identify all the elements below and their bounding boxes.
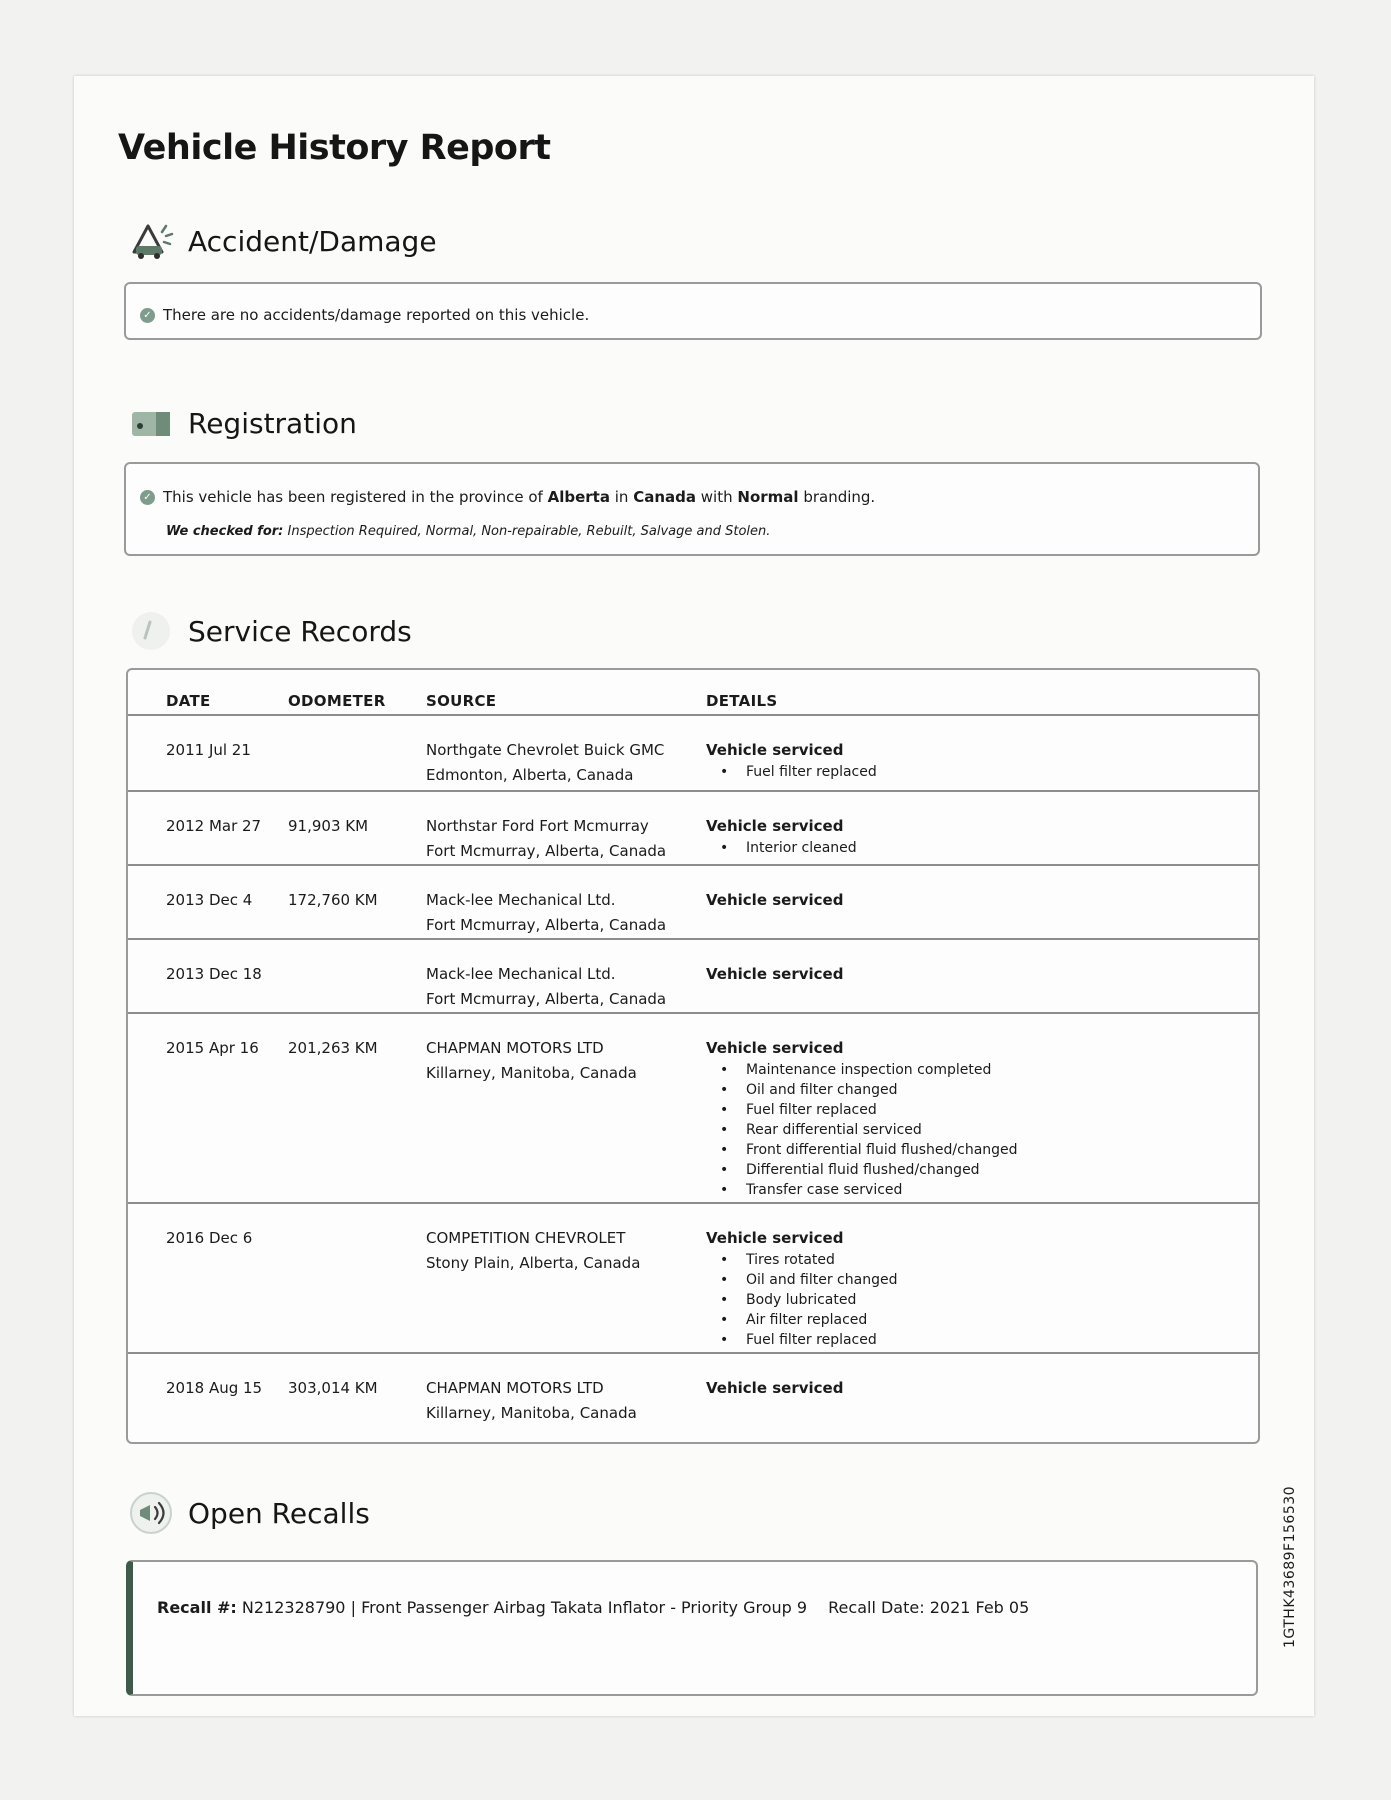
checked-for-line <box>166 524 770 539</box>
accident-message: There are no accidents/damage reported on this vehicle. <box>163 306 590 324</box>
record-source-location: Edmonton, Alberta, Canada <box>426 766 634 784</box>
col-header-details: DETAILS <box>706 692 778 710</box>
registration-country: Canada <box>633 488 696 506</box>
table-row <box>128 790 1258 864</box>
record-source-name: COMPETITION CHEVROLET <box>426 1229 626 1247</box>
record-odometer: 172,760 KM <box>288 891 378 909</box>
recalls-section-header <box>128 1490 370 1536</box>
record-source-name: CHAPMAN MOTORS LTD <box>426 1379 604 1397</box>
registration-card-icon <box>128 400 174 446</box>
check-circle-icon: ✓ <box>140 308 155 323</box>
registration-province: Alberta <box>547 488 610 506</box>
page-title: Vehicle History Report <box>118 128 551 168</box>
recall-label: Recall #: <box>157 1598 237 1617</box>
list-item: • Air filter replaced <box>706 1310 897 1330</box>
record-detail-list <box>706 1250 897 1350</box>
record-detail-title: Vehicle serviced <box>706 817 844 835</box>
table-row <box>128 938 1258 1012</box>
record-detail-title: Vehicle serviced <box>706 965 844 983</box>
record-details <box>706 1226 897 1350</box>
recall-number: N212328790 <box>241 1598 346 1617</box>
record-source-name: Mack-lee Mechanical Ltd. <box>426 891 616 909</box>
record-detail-list <box>706 762 877 782</box>
list-item: • Fuel filter replaced <box>706 1100 1018 1120</box>
check-circle-icon: ✓ <box>140 490 155 505</box>
record-detail-title: Vehicle serviced <box>706 1379 844 1397</box>
recall-line <box>157 1598 1029 1617</box>
list-item: • Front differential fluid flushed/changed <box>706 1140 1018 1160</box>
table-row <box>128 1352 1258 1442</box>
registration-box <box>124 462 1260 556</box>
list-item: • Interior cleaned <box>706 838 857 858</box>
table-row <box>128 864 1258 938</box>
recall-separator: | <box>350 1598 356 1617</box>
record-source-location: Killarney, Manitoba, Canada <box>426 1064 637 1082</box>
list-item: • Tires rotated <box>706 1250 897 1270</box>
col-header-odometer: ODOMETER <box>288 692 386 710</box>
megaphone-icon <box>128 1490 174 1536</box>
list-item: • Oil and filter changed <box>706 1080 1018 1100</box>
list-item: • Body lubricated <box>706 1290 897 1310</box>
record-source <box>426 888 666 938</box>
accident-box <box>124 282 1262 340</box>
registration-message: ✓ This vehicle has been registered in the province of Alberta in Canada with Normal branding. <box>140 488 875 506</box>
car-crash-icon <box>128 218 174 264</box>
list-item: • Differential fluid flushed/changed <box>706 1160 1018 1180</box>
record-source <box>426 1376 637 1426</box>
record-source <box>426 1036 637 1086</box>
list-item: • Maintenance inspection completed <box>706 1060 1018 1080</box>
record-source-name: Mack-lee Mechanical Ltd. <box>426 965 616 983</box>
record-source-location: Killarney, Manitoba, Canada <box>426 1404 637 1422</box>
record-source-name: Northstar Ford Fort Mcmurray <box>426 817 649 835</box>
record-source-location: Fort Mcmurray, Alberta, Canada <box>426 916 667 934</box>
list-item: • Rear differential serviced <box>706 1120 1018 1140</box>
table-row <box>128 1012 1258 1202</box>
record-source-location: Stony Plain, Alberta, Canada <box>426 1254 641 1272</box>
vin-number: 1GTHK43689F156530 <box>1282 1485 1298 1648</box>
record-date: 2013 Dec 4 <box>166 891 253 909</box>
record-details <box>706 888 843 912</box>
record-details <box>706 962 843 986</box>
record-details <box>706 1376 843 1400</box>
table-row <box>128 1202 1258 1352</box>
recall-date-label: Recall Date: <box>828 1598 925 1617</box>
record-odometer: 303,014 KM <box>288 1379 378 1397</box>
accident-section-header <box>128 218 437 264</box>
record-source-name: Northgate Chevrolet Buick GMC <box>426 741 665 759</box>
record-source <box>426 814 666 864</box>
record-date: 2015 Apr 16 <box>166 1039 259 1057</box>
service-records-table <box>126 668 1260 1444</box>
list-item: • Transfer case serviced <box>706 1180 1018 1200</box>
recall-box <box>126 1560 1258 1696</box>
record-detail-title: Vehicle serviced <box>706 1229 844 1247</box>
record-source-location: Fort Mcmurray, Alberta, Canada <box>426 842 667 860</box>
record-detail-title: Vehicle serviced <box>706 1039 844 1057</box>
record-odometer: 201,263 KM <box>288 1039 378 1057</box>
table-row <box>128 714 1258 790</box>
record-details <box>706 738 877 782</box>
recall-description: Front Passenger Airbag Takata Inflator - Priority Group 9 <box>361 1598 808 1617</box>
service-heading: Service Records <box>188 614 412 648</box>
record-detail-title: Vehicle serviced <box>706 891 844 909</box>
list-item: • Fuel filter replaced <box>706 762 877 782</box>
checked-for-items: Inspection Required, Normal, Non-repairable, Rebuilt, Salvage and Stolen. <box>287 524 771 539</box>
record-details <box>706 814 857 858</box>
list-item: • Oil and filter changed <box>706 1270 897 1290</box>
record-source-name: CHAPMAN MOTORS LTD <box>426 1039 604 1057</box>
registration-section-header <box>128 400 357 446</box>
record-source <box>426 962 666 1012</box>
list-item: • Fuel filter replaced <box>706 1330 897 1350</box>
record-detail-list <box>706 1060 1018 1200</box>
registration-heading: Registration <box>188 406 357 440</box>
registration-branding: Normal <box>737 488 799 506</box>
accident-heading: Accident/Damage <box>188 224 437 258</box>
record-date: 2011 Jul 21 <box>166 741 251 759</box>
checked-for-label: We checked for: <box>166 524 284 539</box>
record-date: 2012 Mar 27 <box>166 817 262 835</box>
record-details <box>706 1036 1018 1200</box>
record-detail-list <box>706 838 857 858</box>
record-odometer: 91,903 KM <box>288 817 369 835</box>
wrench-icon <box>128 608 174 654</box>
recalls-heading: Open Recalls <box>188 1496 370 1530</box>
record-source <box>426 738 664 788</box>
recall-date: 2021 Feb 05 <box>929 1598 1030 1617</box>
record-source <box>426 1226 640 1276</box>
record-source-location: Fort Mcmurray, Alberta, Canada <box>426 990 667 1008</box>
service-section-header <box>128 608 412 654</box>
record-date: 2013 Dec 18 <box>166 965 262 983</box>
col-header-source: SOURCE <box>426 692 497 710</box>
record-date: 2018 Aug 15 <box>166 1379 263 1397</box>
record-date: 2016 Dec 6 <box>166 1229 253 1247</box>
record-detail-title: Vehicle serviced <box>706 741 844 759</box>
col-header-date: DATE <box>166 692 211 710</box>
